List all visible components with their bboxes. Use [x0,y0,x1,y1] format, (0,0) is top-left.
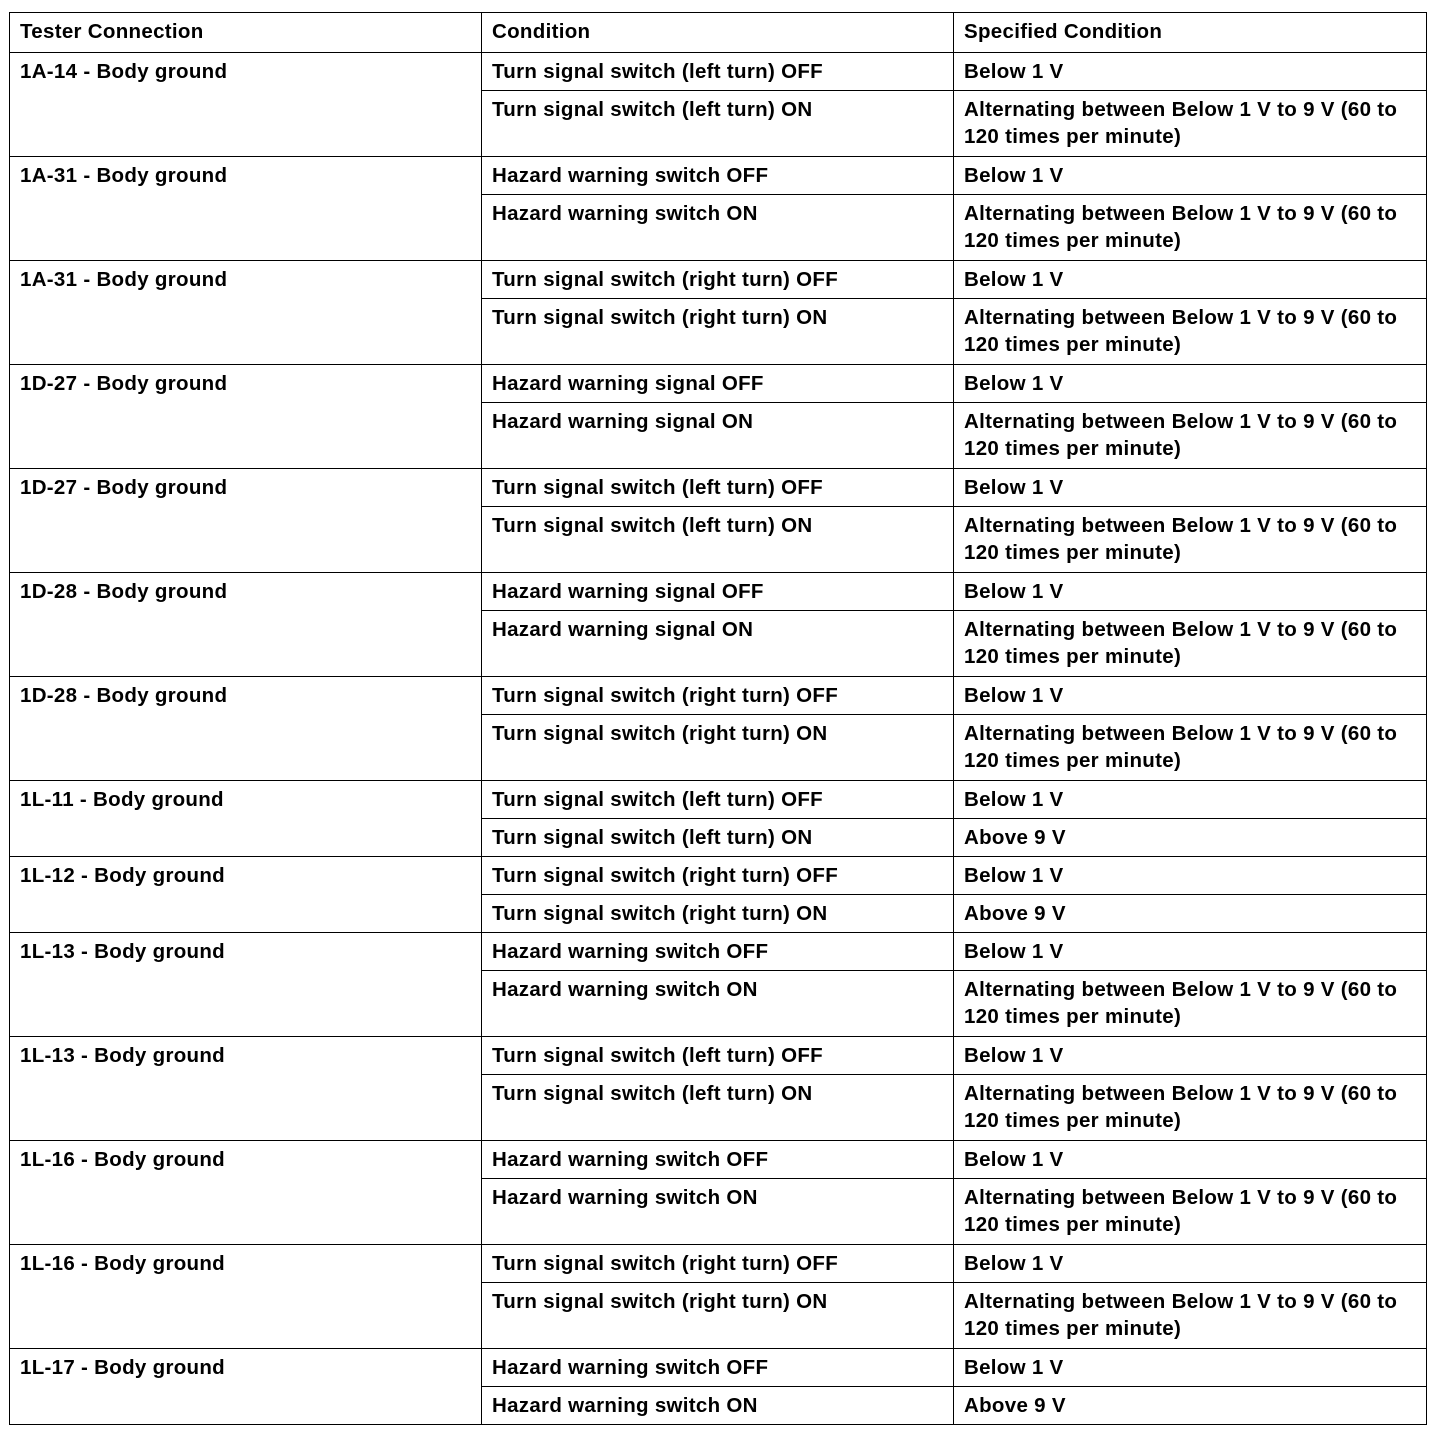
cell-specified-condition: Alternating between Below 1 V to 9 V (60 to 120 times per minute) [954,971,1427,1037]
cell-condition: Hazard warning switch ON [482,971,954,1037]
table-row [10,1349,1427,1387]
cell-specified-condition: Below 1 V [954,573,1427,611]
cell-condition: Hazard warning switch OFF [482,933,954,971]
table-row [10,1037,1427,1075]
cell-specified-condition: Alternating between Below 1 V to 9 V (60 to 120 times per minute) [954,403,1427,469]
cell-condition: Hazard warning switch OFF [482,157,954,195]
cell-condition: Turn signal switch (right turn) ON [482,1283,954,1349]
cell-condition: Hazard warning signal OFF [482,573,954,611]
cell-condition: Hazard warning signal ON [482,403,954,469]
cell-condition: Turn signal switch (right turn) OFF [482,261,954,299]
cell-specified-condition: Alternating between Below 1 V to 9 V (60 to 120 times per minute) [954,299,1427,365]
cell-tester-connection: 1L-17 - Body ground [10,1349,482,1425]
cell-specified-condition: Alternating between Below 1 V to 9 V (60 to 120 times per minute) [954,715,1427,781]
cell-specified-condition: Alternating between Below 1 V to 9 V (60 to 120 times per minute) [954,195,1427,261]
cell-condition: Turn signal switch (left turn) ON [482,507,954,573]
table-row [10,781,1427,819]
cell-condition: Turn signal switch (left turn) OFF [482,469,954,507]
cell-specified-condition: Below 1 V [954,857,1427,895]
cell-condition: Hazard warning switch ON [482,195,954,261]
cell-tester-connection: 1D-27 - Body ground [10,469,482,573]
cell-specified-condition: Below 1 V [954,1141,1427,1179]
table-row [10,261,1427,299]
table-row [10,157,1427,195]
cell-tester-connection: 1L-16 - Body ground [10,1141,482,1245]
header-tester-connection: Tester Connection [10,13,482,53]
cell-specified-condition: Below 1 V [954,1245,1427,1283]
cell-tester-connection: 1A-14 - Body ground [10,53,482,157]
cell-condition: Turn signal switch (right turn) OFF [482,1245,954,1283]
cell-tester-connection: 1A-31 - Body ground [10,157,482,261]
cell-specified-condition: Below 1 V [954,1349,1427,1387]
table-header-row [10,13,1427,53]
cell-specified-condition: Alternating between Below 1 V to 9 V (60 to 120 times per minute) [954,611,1427,677]
cell-condition: Hazard warning signal ON [482,611,954,677]
cell-tester-connection: 1L-12 - Body ground [10,857,482,933]
table-row [10,469,1427,507]
table-row [10,573,1427,611]
cell-condition: Turn signal switch (left turn) ON [482,91,954,157]
table-row [10,53,1427,91]
cell-specified-condition: Alternating between Below 1 V to 9 V (60 to 120 times per minute) [954,1179,1427,1245]
header-specified-condition: Specified Condition [954,13,1427,53]
cell-condition: Hazard warning switch ON [482,1179,954,1245]
table-row [10,857,1427,895]
cell-specified-condition: Above 9 V [954,1387,1427,1425]
cell-tester-connection: 1D-27 - Body ground [10,365,482,469]
cell-condition: Turn signal switch (left turn) OFF [482,53,954,91]
cell-specified-condition: Below 1 V [954,1037,1427,1075]
cell-specified-condition: Below 1 V [954,53,1427,91]
table-row [10,677,1427,715]
cell-specified-condition: Alternating between Below 1 V to 9 V (60 to 120 times per minute) [954,507,1427,573]
cell-specified-condition: Alternating between Below 1 V to 9 V (60 to 120 times per minute) [954,1283,1427,1349]
cell-tester-connection: 1D-28 - Body ground [10,573,482,677]
cell-specified-condition: Below 1 V [954,469,1427,507]
table-row [10,365,1427,403]
cell-condition: Turn signal switch (left turn) OFF [482,1037,954,1075]
cell-specified-condition: Below 1 V [954,781,1427,819]
header-condition: Condition [482,13,954,53]
cell-specified-condition: Above 9 V [954,895,1427,933]
cell-tester-connection: 1L-16 - Body ground [10,1245,482,1349]
cell-tester-connection: 1L-13 - Body ground [10,1037,482,1141]
cell-specified-condition: Alternating between Below 1 V to 9 V (60 to 120 times per minute) [954,91,1427,157]
cell-condition: Turn signal switch (right turn) OFF [482,677,954,715]
cell-specified-condition: Below 1 V [954,677,1427,715]
cell-specified-condition: Below 1 V [954,933,1427,971]
cell-condition: Turn signal switch (left turn) OFF [482,781,954,819]
cell-tester-connection: 1D-28 - Body ground [10,677,482,781]
table-body [10,53,1427,1425]
cell-tester-connection: 1L-11 - Body ground [10,781,482,857]
cell-specified-condition: Below 1 V [954,365,1427,403]
cell-tester-connection: 1L-13 - Body ground [10,933,482,1037]
cell-specified-condition: Below 1 V [954,157,1427,195]
cell-condition: Hazard warning switch OFF [482,1141,954,1179]
cell-specified-condition: Above 9 V [954,819,1427,857]
cell-condition: Turn signal switch (left turn) ON [482,819,954,857]
table-row [10,1141,1427,1179]
cell-condition: Turn signal switch (right turn) ON [482,895,954,933]
table-row [10,933,1427,971]
cell-specified-condition: Below 1 V [954,261,1427,299]
tester-connection-table [9,12,1427,1425]
cell-tester-connection: 1A-31 - Body ground [10,261,482,365]
cell-specified-condition: Alternating between Below 1 V to 9 V (60 to 120 times per minute) [954,1075,1427,1141]
cell-condition: Turn signal switch (left turn) ON [482,1075,954,1141]
cell-condition: Hazard warning switch OFF [482,1349,954,1387]
cell-condition: Hazard warning signal OFF [482,365,954,403]
cell-condition: Turn signal switch (right turn) ON [482,715,954,781]
cell-condition: Hazard warning switch ON [482,1387,954,1425]
table-row [10,1245,1427,1283]
cell-condition: Turn signal switch (right turn) OFF [482,857,954,895]
cell-condition: Turn signal switch (right turn) ON [482,299,954,365]
